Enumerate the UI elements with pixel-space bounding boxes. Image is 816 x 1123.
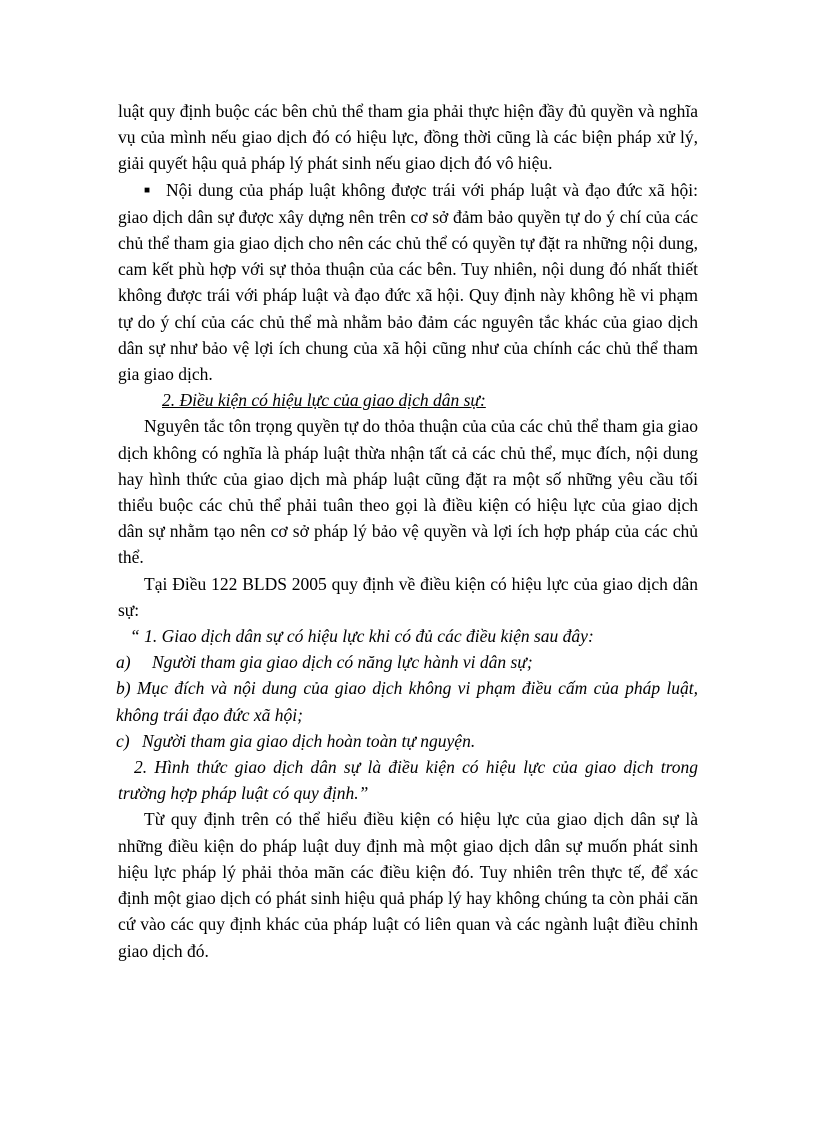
quote-clause-1: “ 1. Giao dịch dân sự có hiệu lực khi có đủ các điều kiện sau đây: [130, 626, 594, 647]
quote-item-a-text: Người tham gia giao dịch có năng lực hành vi dân sự; [152, 652, 533, 673]
square-bullet-icon: ■ [144, 184, 151, 196]
quote-item-a [116, 649, 698, 675]
paragraph-article-122: Tại Điều 122 BLDS 2005 quy định về điều kiện có hiệu lực của giao dịch dân sự: [118, 573, 698, 620]
document-body [118, 98, 698, 964]
bullet-paragraph [118, 177, 698, 388]
quoted-article [118, 623, 698, 806]
quote-item-c [116, 728, 698, 754]
paragraph-principle: Nguyên tắc tôn trọng quyền tự do thỏa thuận của của các chủ thể tham gia giao dịch không có nghĩa là pháp luật thừa nhận tất cả các chủ thể, mục đích, nội dung hay hình thức của giao dịch mà pháp luật cũng đặt ra một số những yêu cầu tối thiểu buộc các chủ thể phải tuân theo gọi là điều kiện có hiệu lực của giao dịch dân sự nhằm tạo nên cơ sở pháp lý bảo vệ quyền và lợi ích hợp pháp của các chủ thể. [118, 416, 698, 568]
paragraph-conclusion: Từ quy định trên có thể hiểu điều kiện có hiệu lực của giao dịch dân sự là những điều kiện do pháp luật duy định mà một giao dịch dân sự muốn phát sinh hiệu lực pháp lý phải thỏa mãn các điều kiện đó. Tuy nhiên trên thực tế, để xác định một giao dịch có phát sinh hiệu quả pháp lý hay không chúng ta còn phải căn cứ vào các quy định khác của pháp luật có liên quan và các ngành luật điều chỉnh giao dịch đó. [118, 809, 698, 961]
paragraph-continuation: luật quy định buộc các bên chủ thể tham gia phải thực hiện đầy đủ quyền và nghĩa vụ của mình nếu giao dịch đó có hiệu lực, đồng thời cũng là các biện pháp xử lý, giải quyết hậu quả pháp lý phát sinh nếu giao dịch đó vô hiệu. [118, 101, 698, 174]
section-heading: 2. Điều kiện có hiệu lực của giao dịch dân sự: [162, 390, 486, 411]
quote-item-a-label: a) [116, 652, 131, 673]
quote-item-c-text: Người tham gia giao dịch hoàn toàn tự nguyện. [142, 730, 476, 751]
quote-clause-2: 2. Hình thức giao dịch dân sự là điều kiện có hiệu lực của giao dịch trong trường hợp pháp luật có quy định.” [118, 757, 698, 804]
quote-item-b: b) Mục đích và nội dung của giao dịch không vi phạm điều cấm của pháp luật, không trái đạo đức xã hội; [116, 678, 698, 725]
quote-item-c-label: c) [116, 730, 130, 751]
bullet-paragraph-text: Nội dung của pháp luật không được trái với pháp luật và đạo đức xã hội: giao dịch dân sự được xây dựng nên trên cơ sở đảm bảo quyền tự do ý chí của các chủ thể tham gia giao dịch cho nên các chủ thể có quyền tự đặt ra những nội dung, cam kết phù hợp với sự thỏa thuận của các bên. Tuy nhiên, nội dung đó nhất thiết không được trái với pháp luật và đạo đức xã hội. Quy định này không hề vi phạm tự do ý chí của các chủ thể mà nhằm bảo đảm các nguyên tắc khác của giao dịch dân sự như bảo vệ lợi ích chung của xã hội cũng như của chính các chủ thể tham gia giao dịch. [118, 179, 698, 385]
